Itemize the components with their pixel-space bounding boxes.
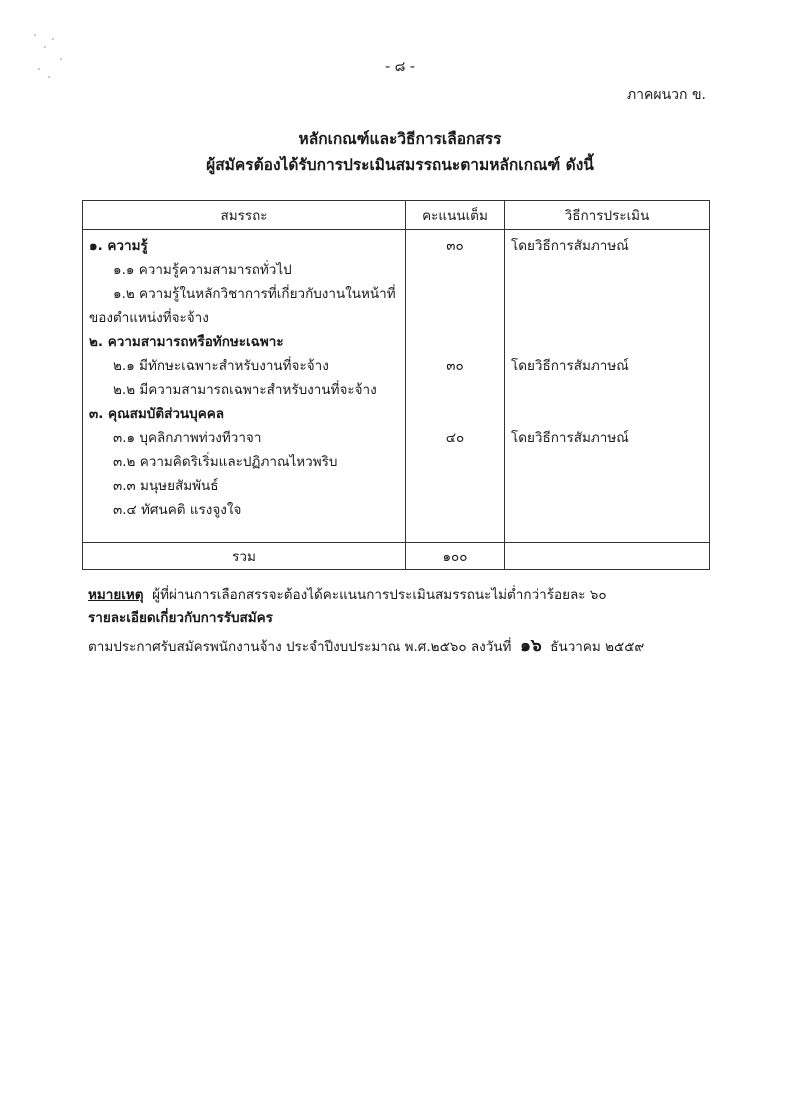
total-row: [83, 543, 710, 570]
total-label: รวม: [83, 543, 406, 570]
method-knowledge: โดยวิธีการสัมภาษณ์: [511, 238, 629, 254]
list-item: ๓.๔ ทัศนคติ แรงจูงใจ: [113, 502, 242, 518]
list-item: ๒.๑ มีทักษะเฉพาะสำหรับงานที่จะจ้าง: [113, 358, 329, 374]
total-score: ๑๐๐: [406, 543, 505, 570]
method-skills: โดยวิธีการสัมภาษณ์: [511, 358, 629, 374]
score-column: [406, 230, 505, 543]
method-personal: โดยวิธีการสัมภาษณ์: [511, 430, 629, 446]
score-skills: ๓๐: [446, 358, 464, 374]
application-announcement: [88, 632, 644, 659]
header-full-score: คะแนนเต็ม: [406, 201, 505, 230]
application-heading: รายละเอียดเกี่ยวกับการรับสมัคร: [88, 610, 273, 626]
list-item: ๑.๒ ความรู้ในหลักวิชาการที่เกี่ยวกับงานในหน้าที่: [113, 286, 396, 302]
method-column: [505, 230, 710, 543]
total-method-empty: [505, 543, 710, 570]
table-body-row: [83, 230, 710, 543]
list-item: ๓.๑ บุคลิกภาพท่วงทีวาจา: [113, 430, 262, 446]
table-header-row: [83, 201, 710, 230]
list-item: ๒.๒ มีความสามารถเฉพาะสำหรับงานที่จะจ้าง: [113, 382, 377, 398]
competency-column: [83, 230, 406, 543]
score-personal: ๔๐: [445, 430, 465, 446]
score-knowledge: ๓๐: [446, 238, 464, 254]
announcement-text: ตามประกาศรับสมัครพนักงานจ้าง ประจำปีงบประมาณ พ.ศ.๒๕๖๐ ลงวันที่: [88, 639, 512, 655]
list-item: ๓.๒ ความคิดริเริ่มและปฏิภาณไหวพริบ: [113, 454, 338, 470]
criteria-table: [82, 200, 710, 570]
announcement-month-year: ธันวาคม ๒๕๕๙: [550, 639, 645, 655]
group-title-knowledge: ๑. ความรู้: [89, 238, 148, 254]
document-title: หลักเกณฑ์และวิธีการเลือกสรร: [298, 130, 502, 148]
announcement-day: ๑๖: [520, 636, 542, 656]
list-item: ๓.๓ มนุษยสัมพันธ์: [113, 478, 219, 494]
appendix-label: ภาคผนวก ข.: [626, 87, 706, 103]
page-number: - ๘ -: [385, 59, 415, 75]
header-method: วิธีการประเมิน: [505, 201, 710, 230]
document-subtitle: ผู้สมัครต้องได้รับการประเมินสมรรถนะตามหลักเกณฑ์ ดังนี้: [206, 156, 594, 174]
note-text: ผู้ที่ผ่านการเลือกสรรจะต้องได้คะแนนการประเมินสมรรถนะไม่ต่ำกว่าร้อยละ ๖๐: [152, 587, 607, 603]
header-competency: สมรรถะ: [83, 201, 406, 230]
list-item: ๑.๑ ความรู้ความสามารถทั่วไป: [113, 262, 292, 278]
list-item-continuation: ของตำแหน่งที่จะจ้าง: [89, 310, 209, 326]
note: [88, 583, 607, 605]
note-label: หมายเหตุ: [88, 587, 144, 603]
group-title-skills: ๒. ความสามารถหรือทักษะเฉพาะ: [89, 334, 284, 350]
group-title-personal: ๓. คุณสมบัติส่วนบุคคล: [89, 406, 225, 422]
